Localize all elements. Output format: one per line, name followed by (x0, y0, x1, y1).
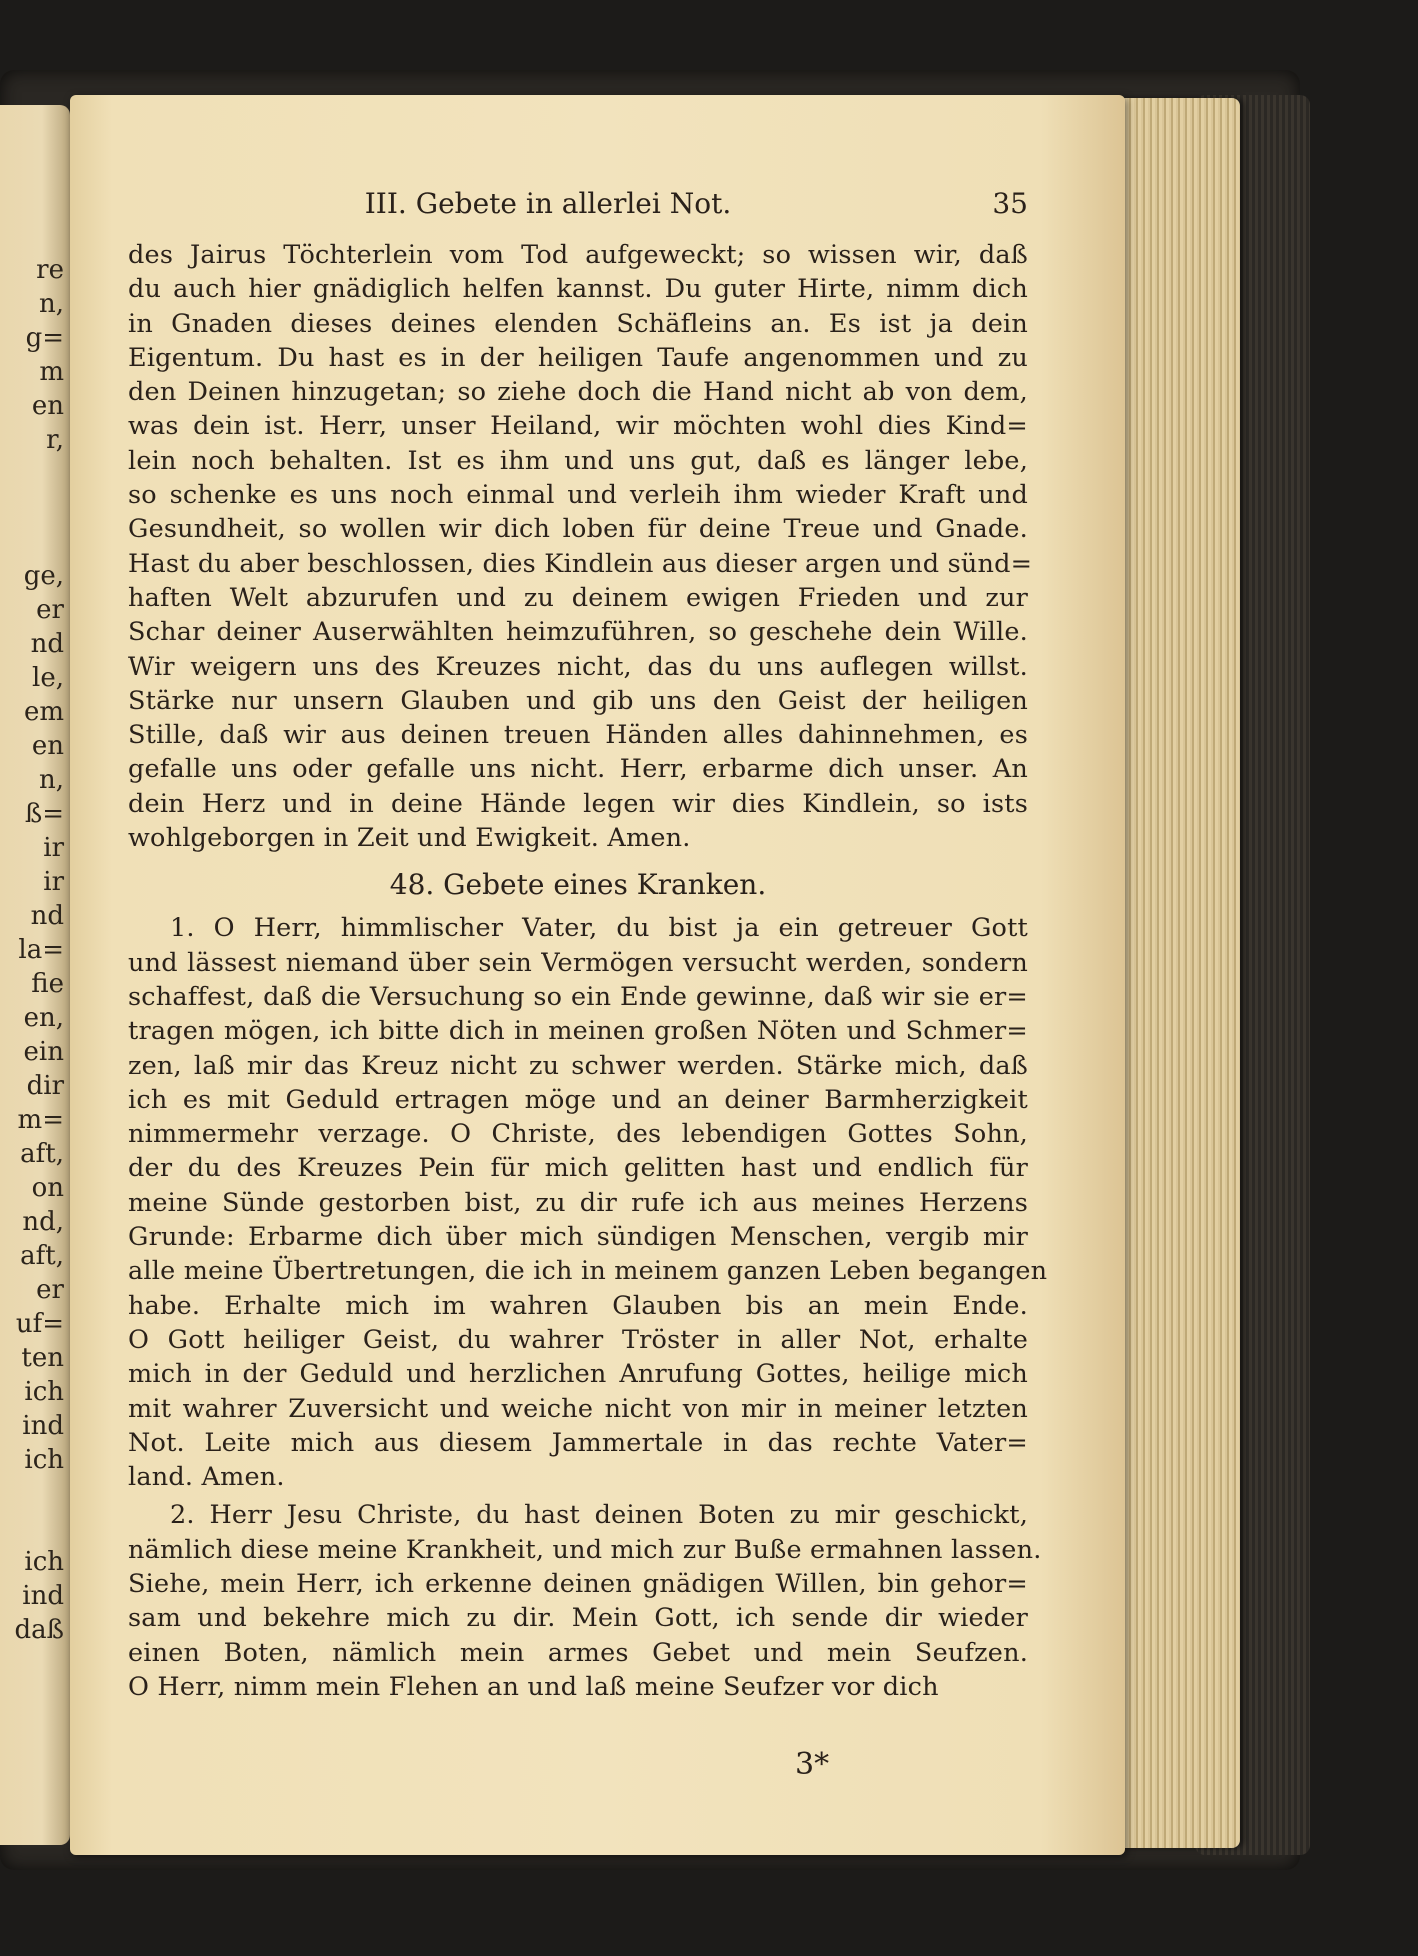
left-page-fragment: er (36, 595, 64, 625)
left-page-fragment: en, (23, 1003, 64, 1033)
left-page-fragment: em (23, 697, 64, 727)
left-page-fragment: nd, (22, 1207, 64, 1237)
left-page-fragment: la= (18, 935, 64, 965)
running-title: III. Gebete in allerlei Not. (364, 187, 732, 220)
text-line: Not. Leite mich aus diesem Jammertale in das rechte Vater= (128, 1427, 1028, 1458)
printer-signature: 3* (795, 1747, 830, 1782)
text-line: wohlgeborgen in Zeit und Ewigkeit. Amen. (128, 823, 691, 854)
text-line: und lässest niemand über sein Vermögen versucht werden, sondern (128, 947, 1028, 978)
text-line: alle meine Übertretungen, die ich in meinem ganzen Leben begangen (128, 1256, 1048, 1287)
left-page-fragment: en (31, 391, 64, 421)
left-page-fragment: aft, (20, 1139, 64, 1169)
paragraph-continuation (128, 238, 1033, 855)
text-line: tragen mögen, ich bitte dich in meinen großen Nöten und Schmer= (128, 1016, 1028, 1047)
left-page-fragment: ich (24, 1547, 64, 1577)
left-page-fragment: daß (14, 1615, 64, 1645)
left-page-fragment: ind (22, 1411, 64, 1441)
left-page-fragment: ich (24, 1445, 64, 1475)
left-page-fragment: on (31, 1173, 64, 1203)
body-text (128, 238, 1048, 1704)
text-line: Siehe, mein Herr, ich erkenne deinen gnädigen Willen, bin gehor= (128, 1568, 1028, 1599)
left-page-fragment: nd (30, 901, 64, 931)
text-line: ich es mit Geduld ertragen möge und an deiner Barmherzigkeit (128, 1084, 1028, 1115)
text-line: in Gnaden dieses deines elenden Schäfleins an. Es ist ja dein (128, 308, 1028, 339)
text-line: dein Herz und in deine Hände legen wir dies Kindlein, so ists (128, 788, 1028, 819)
text-line: Gesundheit, so wollen wir dich loben für deine Treue und Gnade. (128, 514, 1028, 545)
left-page-fragment: m= (17, 1105, 64, 1135)
text-line: des Jairus Töchterlein vom Tod aufgeweckt; so wissen wir, daß (128, 240, 1028, 270)
left-page-fragment: ir (43, 867, 64, 897)
text-line: 2. Herr Jesu Christe, du hast deinen Boten zu mir geschickt, (170, 1500, 1028, 1531)
left-page-fragment: ten (21, 1343, 64, 1373)
left-page-fragment: ge, (23, 561, 64, 591)
left-page-fragment: n, (38, 765, 64, 795)
left-page-fragment: le, (32, 663, 64, 693)
left-page-fragment: fie (31, 969, 64, 999)
left-page-fragment: ir (43, 833, 64, 863)
page-number: 35 (992, 187, 1028, 220)
right-page (70, 95, 1125, 1855)
text-line: Wir weigern uns des Kreuzes nicht, das du uns auflegen willst. (128, 651, 1028, 682)
text-line: meine Sünde gestorben bist, zu dir rufe ich aus meines Herzens (128, 1187, 1028, 1218)
left-page-fragment: r, (46, 425, 64, 455)
left-page-fragment: ind (22, 1581, 64, 1611)
left-page-fragment: ein (23, 1037, 64, 1067)
left-page-fragment: n, (38, 289, 64, 319)
text-line: so schenke es uns noch einmal und verleih ihm wieder Kraft und (128, 480, 1028, 511)
page-header (128, 187, 1028, 231)
text-line: was dein ist. Herr, unser Heiland, wir möchten wohl dies Kind= (128, 411, 1028, 442)
text-line: sam und bekehre mich zu dir. Mein Gott, ich sende dir wieder (128, 1603, 1028, 1634)
text-line: gefalle uns oder gefalle uns nicht. Herr, erbarme dich unser. An (128, 754, 1028, 785)
left-page-fragment: aft, (20, 1241, 64, 1271)
text-line: land. Amen. (128, 1462, 285, 1493)
text-line: schaffest, daß die Versuchung so ein Ende gewinne, daß wir sie er= (128, 981, 1028, 1012)
text-line: mit wahrer Zuversicht und weiche nicht von mir in meiner letzten (128, 1393, 1028, 1424)
text-line: habe. Erhalte mich im wahren Glauben bis an mein Ende. (128, 1290, 1028, 1321)
left-page-fragment: g= (25, 323, 64, 353)
text-line: Hast du aber beschlossen, dies Kindlein aus dieser argen und sünd= (128, 548, 1033, 579)
text-line: den Deinen hinzugetan; so ziehe doch die Hand nicht ab von dem, (128, 377, 1028, 408)
left-page-fragment: re (36, 255, 64, 285)
text-line: der du des Kreuzes Pein für mich gelitten hast und endlich für (128, 1153, 1028, 1184)
left-page-fragment: er (36, 1275, 64, 1305)
text-line: Stärke nur unsern Glauben und gib uns den Geist der heiligen (128, 685, 1028, 716)
page-edges (1120, 98, 1240, 1848)
left-page-fragment: uf= (15, 1309, 64, 1339)
text-line: 1. O Herr, himmlischer Vater, du bist ja ein getreuer Gott (170, 913, 1028, 944)
prayer-paragraph-1 (128, 911, 1048, 1494)
text-line: Grunde: Erbarme dich über mich sündigen Menschen, vergib mir (128, 1222, 1028, 1253)
text-line: einen Boten, nämlich mein armes Gebet und mein Seufzen. (128, 1637, 1028, 1668)
text-line: O Gott heiliger Geist, du wahrer Tröster in aller Not, erhalte (128, 1324, 1028, 1355)
text-line: zen, laß mir das Kreuz nicht zu schwer werden. Stärke mich, daß (128, 1050, 1028, 1081)
text-line: mich in der Geduld und herzlichen Anrufung Gottes, heilige mich (128, 1359, 1028, 1390)
text-line: O Herr, nimm mein Flehen an und laß meine Seufzer vor dich (128, 1671, 939, 1702)
text-line: nimmermehr verzage. O Christe, des lebendigen Gottes Sohn, (128, 1119, 1028, 1150)
left-page-fragment: nd (30, 629, 64, 659)
text-line: nämlich diese meine Krankheit, und mich zur Buße ermahnen lassen. (128, 1534, 1042, 1565)
prayer-paragraph-2 (128, 1498, 1042, 1704)
section-heading: 48. Gebete eines Kranken. (389, 868, 767, 902)
left-page-fragment: en (31, 731, 64, 761)
text-line: Eigentum. Du hast es in der heiligen Taufe angenommen und zu (128, 342, 1028, 373)
left-page-fragment: ich (24, 1377, 64, 1407)
left-page-edge (0, 105, 70, 1845)
text-line: Stille, daß wir aus deinen treuen Händen alles dahinnehmen, es (128, 720, 1028, 751)
text-line: lein noch behalten. Ist es ihm und uns gut, daß es länger lebe, (128, 445, 1028, 476)
text-line: haften Welt abzurufen und zu deinem ewigen Frieden und zur (128, 582, 1028, 613)
text-line: du auch hier gnädiglich helfen kannst. Du guter Hirte, nimm dich (128, 274, 1028, 305)
left-page-fragment: ß= (24, 799, 64, 829)
left-page-fragment: dir (26, 1071, 64, 1101)
text-line: Schar deiner Auserwählten heimzuführen, so geschehe dein Wille. (128, 617, 1028, 648)
left-page-fragment: m (39, 357, 64, 387)
